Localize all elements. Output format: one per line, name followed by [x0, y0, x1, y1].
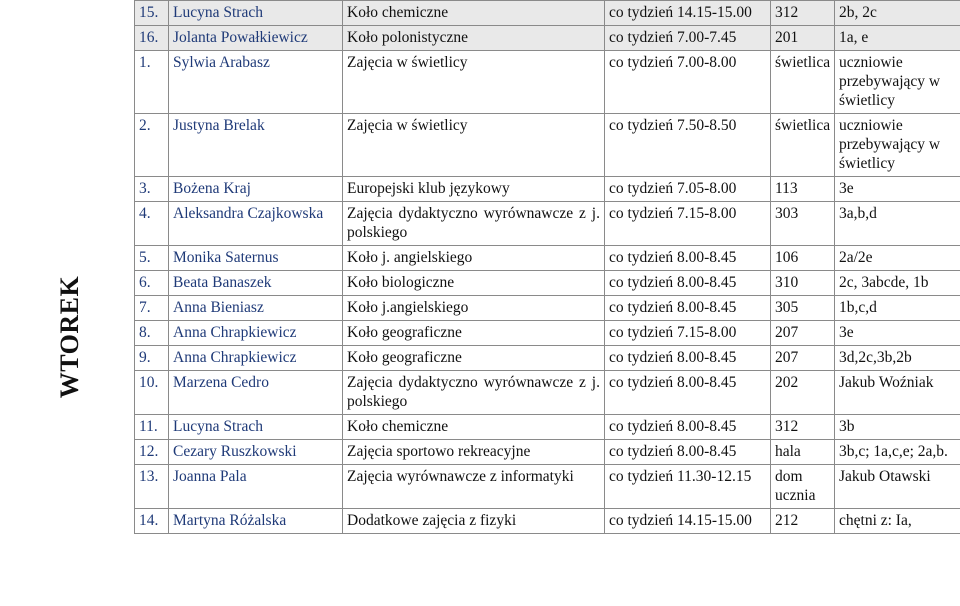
- teacher-name: Jolanta Powałkiewicz: [169, 26, 343, 51]
- room: 113: [771, 177, 835, 202]
- groups: Jakub Otawski: [835, 465, 960, 509]
- row-number: 7.: [135, 296, 169, 321]
- time-slot: co tydzień 7.50-8.50: [605, 114, 771, 177]
- table-row: [135, 296, 960, 321]
- activity-name: Zajęcia sportowo rekreacyjne: [343, 440, 605, 465]
- table-row: [135, 346, 960, 371]
- row-number: 8.: [135, 321, 169, 346]
- table-row: [135, 177, 960, 202]
- row-number: 16.: [135, 26, 169, 51]
- activity-name: Koło j.angielskiego: [343, 296, 605, 321]
- table-row: [135, 1, 960, 26]
- time-slot: co tydzień 7.15-8.00: [605, 202, 771, 246]
- row-number: 12.: [135, 440, 169, 465]
- teacher-name: Monika Saternus: [169, 246, 343, 271]
- row-number: 6.: [135, 271, 169, 296]
- room: 207: [771, 321, 835, 346]
- schedule-body: [135, 1, 960, 534]
- teacher-name: Anna Chrapkiewicz: [169, 321, 343, 346]
- day-label: [40, 262, 100, 412]
- teacher-name: Aleksandra Czajkowska: [169, 202, 343, 246]
- time-slot: co tydzień 7.05-8.00: [605, 177, 771, 202]
- table-row: [135, 246, 960, 271]
- time-slot: co tydzień 8.00-8.45: [605, 271, 771, 296]
- activity-name: Koło geograficzne: [343, 346, 605, 371]
- teacher-name: Marzena Cedro: [169, 371, 343, 415]
- teacher-name: Lucyna Strach: [169, 1, 343, 26]
- row-number: 11.: [135, 415, 169, 440]
- teacher-name: Justyna Brelak: [169, 114, 343, 177]
- room: 207: [771, 346, 835, 371]
- time-slot: co tydzień 7.00-7.45: [605, 26, 771, 51]
- activity-name: Zajęcia wyrównawcze z informatyki: [343, 465, 605, 509]
- time-slot: co tydzień 7.15-8.00: [605, 321, 771, 346]
- activity-name: Koło geograficzne: [343, 321, 605, 346]
- table-row: [135, 51, 960, 114]
- groups: chętni z: Ia,: [835, 509, 960, 534]
- room: dom ucznia: [771, 465, 835, 509]
- activity-name: Koło chemiczne: [343, 415, 605, 440]
- activity-name: Zajęcia dydaktyczno wyrównawcze z j. polskiego: [343, 202, 605, 246]
- groups: 2b, 2c: [835, 1, 960, 26]
- row-number: 1.: [135, 51, 169, 114]
- time-slot: co tydzień 8.00-8.45: [605, 246, 771, 271]
- activity-name: Koło polonistyczne: [343, 26, 605, 51]
- groups: Jakub Woźniak: [835, 371, 960, 415]
- row-number: 13.: [135, 465, 169, 509]
- activity-name: Zajęcia dydaktyczno wyrównawcze z j. polskiego: [343, 371, 605, 415]
- time-slot: co tydzień 14.15-15.00: [605, 1, 771, 26]
- teacher-name: Lucyna Strach: [169, 415, 343, 440]
- row-number: 5.: [135, 246, 169, 271]
- teacher-name: Joanna Pala: [169, 465, 343, 509]
- activity-name: Europejski klub językowy: [343, 177, 605, 202]
- row-number: 15.: [135, 1, 169, 26]
- room: 202: [771, 371, 835, 415]
- row-number: 14.: [135, 509, 169, 534]
- room: 312: [771, 415, 835, 440]
- groups: 3b: [835, 415, 960, 440]
- table-row: [135, 321, 960, 346]
- row-number: 4.: [135, 202, 169, 246]
- table-row: [135, 202, 960, 246]
- teacher-name: Sylwia Arabasz: [169, 51, 343, 114]
- time-slot: co tydzień 8.00-8.45: [605, 440, 771, 465]
- time-slot: co tydzień 7.00-8.00: [605, 51, 771, 114]
- teacher-name: Martyna Różalska: [169, 509, 343, 534]
- table-row: [135, 271, 960, 296]
- room: 212: [771, 509, 835, 534]
- table-row: [135, 440, 960, 465]
- teacher-name: Anna Bieniasz: [169, 296, 343, 321]
- teacher-name: Cezary Ruszkowski: [169, 440, 343, 465]
- room: 201: [771, 26, 835, 51]
- groups: 3b,c; 1a,c,e; 2a,b.: [835, 440, 960, 465]
- schedule-table: [134, 0, 960, 534]
- groups: 3e: [835, 321, 960, 346]
- time-slot: co tydzień 8.00-8.45: [605, 296, 771, 321]
- time-slot: co tydzień 11.30-12.15: [605, 465, 771, 509]
- activity-name: Zajęcia w świetlicy: [343, 51, 605, 114]
- room: 310: [771, 271, 835, 296]
- table-row: [135, 26, 960, 51]
- groups: uczniowie przebywający w świetlicy: [835, 51, 960, 114]
- teacher-name: Beata Banaszek: [169, 271, 343, 296]
- room: świetlica: [771, 51, 835, 114]
- time-slot: co tydzień 14.15-15.00: [605, 509, 771, 534]
- groups: 2c, 3abcde, 1b: [835, 271, 960, 296]
- table-row: [135, 465, 960, 509]
- row-number: 3.: [135, 177, 169, 202]
- table-row: [135, 114, 960, 177]
- time-slot: co tydzień 8.00-8.45: [605, 371, 771, 415]
- row-number: 10.: [135, 371, 169, 415]
- room: hala: [771, 440, 835, 465]
- teacher-name: Anna Chrapkiewicz: [169, 346, 343, 371]
- teacher-name: Bożena Kraj: [169, 177, 343, 202]
- groups: 3a,b,d: [835, 202, 960, 246]
- time-slot: co tydzień 8.00-8.45: [605, 415, 771, 440]
- room: 305: [771, 296, 835, 321]
- time-slot: co tydzień 8.00-8.45: [605, 346, 771, 371]
- activity-name: Koło j. angielskiego: [343, 246, 605, 271]
- groups: uczniowie przebywający w świetlicy: [835, 114, 960, 177]
- groups: 2a/2e: [835, 246, 960, 271]
- row-number: 2.: [135, 114, 169, 177]
- table-row: [135, 415, 960, 440]
- activity-name: Koło biologiczne: [343, 271, 605, 296]
- activity-name: Dodatkowe zajęcia z fizyki: [343, 509, 605, 534]
- activity-name: Zajęcia w świetlicy: [343, 114, 605, 177]
- day-label-text: WTOREK: [55, 275, 84, 399]
- row-number: 9.: [135, 346, 169, 371]
- table-row: [135, 509, 960, 534]
- table-row: [135, 371, 960, 415]
- activity-name: Koło chemiczne: [343, 1, 605, 26]
- groups: 1b,c,d: [835, 296, 960, 321]
- groups: 3e: [835, 177, 960, 202]
- room: 303: [771, 202, 835, 246]
- room: 312: [771, 1, 835, 26]
- groups: 3d,2c,3b,2b: [835, 346, 960, 371]
- groups: 1a, e: [835, 26, 960, 51]
- room: 106: [771, 246, 835, 271]
- room: świetlica: [771, 114, 835, 177]
